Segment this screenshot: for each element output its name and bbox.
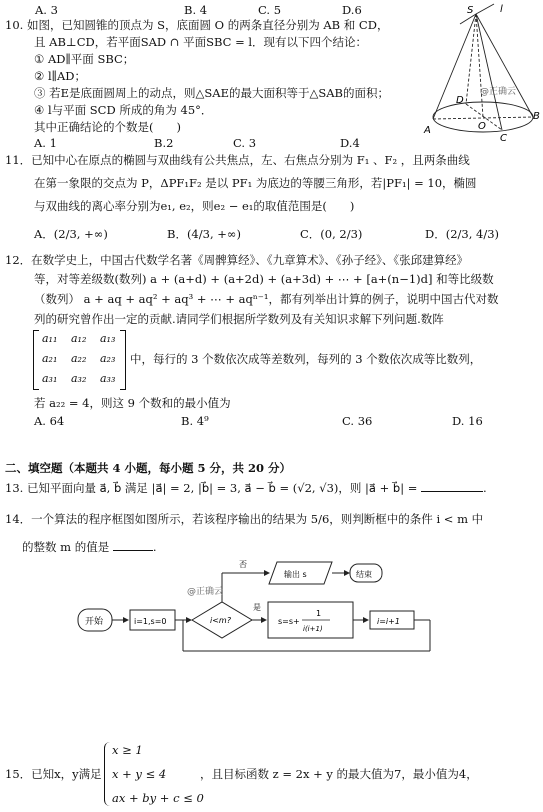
svg-text:结束: 结束	[356, 570, 372, 579]
q9-option-d: D.6	[342, 3, 362, 17]
svg-text:否: 否	[239, 560, 247, 569]
label-o: O	[478, 121, 486, 132]
matrix-cell: a₂₃	[100, 352, 116, 365]
flow-watermark: @正确云	[187, 587, 224, 597]
q10-option-d: D.4	[340, 136, 360, 150]
q14-line-1: 14．一个算法的程序框图如图所示，若该程序输出的结果为 5/6，则判断框中的条件 i < m 中	[5, 512, 484, 526]
q13-stem: 13. 已知平面向量 a⃗, b⃗ 满足 |a⃗| = 2, |b⃗| = 3, a⃗ − b⃗ = (√2, √3)，则 |a⃗ + b⃗| =	[5, 481, 418, 495]
label-b: B	[533, 111, 540, 122]
matrix-cell: a₂₁	[42, 352, 58, 365]
q12-line-6: 若 a₂₂ = 4，则这 9 个数和的最小值为	[34, 396, 231, 410]
q11-line-1: 11．已知中心在原点的椭圆与双曲线有公共焦点，左、右焦点分别为 F₁ 、F₂ ，且两条曲线	[5, 153, 470, 167]
svg-text:i=i+1: i=i+1	[377, 617, 400, 626]
q14-stem: 的整数 m 的值是	[22, 540, 110, 554]
q15-text-a: 15．已知x，y满足	[5, 767, 102, 781]
matrix-cell: a₃₃	[100, 372, 116, 385]
q9-option-c: C. 5	[258, 3, 282, 17]
q13-end: .	[483, 481, 487, 495]
label-a: A	[424, 125, 431, 136]
q15-ineq-1: x ≥ 1	[112, 743, 143, 757]
cone-figure	[420, 2, 543, 142]
label-l: l	[500, 4, 503, 15]
svg-text:i(i+1): i(i+1)	[303, 625, 323, 633]
svg-text:1: 1	[316, 609, 322, 618]
q10-conclusion-2: ② l∥AD；	[34, 69, 86, 83]
q11-option-d: D．(2/3, 4/3)	[425, 227, 500, 241]
q12-option-c: C. 36	[342, 414, 373, 428]
q11-line-3: 与双曲线的离心率分别为e₁, e₂，则e₂ − e₁的取值范围是( )	[34, 199, 355, 213]
flowchart	[70, 550, 440, 660]
svg-text:i<m?: i<m?	[210, 616, 231, 625]
matrix-cell: a₃₁	[42, 372, 58, 385]
q9-option-b: B. 4	[184, 3, 208, 17]
svg-text:输出 s: 输出 s	[284, 570, 307, 579]
q11-option-c: C．(0, 2/3)	[300, 227, 363, 241]
label-c: C	[500, 133, 507, 142]
q12-line-4: 列的研究曾作出一定的贡献.请同学们根据所学数列及有关知识求解下列问题.数阵	[34, 312, 444, 326]
q10-option-a: A. 1	[34, 136, 57, 150]
matrix-cell: a₁₃	[100, 332, 116, 345]
q11-option-b: B．(4/3, +∞)	[167, 227, 241, 241]
q10-line-2: 且 AB⊥CD，若平面SAD ∩ 平面SBC = l．现有以下四个结论：	[34, 35, 368, 49]
q12-matrix-text: 中，每行的 3 个数依次成等差数列，每列的 3 个数依次成等比数列，	[130, 352, 482, 366]
label-s: S	[467, 5, 474, 16]
q12-option-d: D. 16	[452, 414, 483, 428]
matrix-cell: a₁₂	[71, 332, 87, 345]
q12-line-3: （数列） a + aq + aq² + aq³ + ⋯ + aqⁿ⁻¹，都有列举出计算的例子，说明中国古代对数	[34, 292, 499, 306]
q11-option-a: A．(2/3, +∞)	[34, 227, 108, 241]
q12-line-2: 等，对等差级数(数列) a + (a+d) + (a+2d) + (a+3d) + ⋯ + [a+(n−1)d] 和等比级数	[34, 272, 494, 286]
q12-option-b: B. 4⁹	[181, 414, 209, 428]
q13-text	[5, 481, 487, 496]
q10-option-c: C. 3	[233, 136, 257, 150]
q10-conclusion-1: ① AD∥平面 SBC；	[34, 52, 135, 66]
matrix-cell: a₂₂	[71, 352, 87, 365]
svg-text:是: 是	[253, 603, 261, 612]
q11-line-2: 在第一象限的交点为 P，ΔPF₁F₂ 是以 PF₁ 为底边的等腰三角形，若|PF₁| = 10，椭圆	[34, 176, 477, 190]
q12-line-1: 12．在数学史上，中国古代数学名著《周髀算经》、《九章算术》、《孙子经》、《张邱建算经》	[5, 253, 469, 267]
q14-end: .	[152, 540, 157, 554]
q15-brace	[104, 742, 111, 806]
q10-conclusion-3: ③ 若E是底面圆周上的动点，则△SAE的最大面积等于△SAB的面积；	[34, 86, 389, 100]
svg-text:s=s+: s=s+	[278, 617, 300, 626]
svg-text:i=1,s=0: i=1,s=0	[134, 617, 167, 626]
q15-ineq-2: x + y ≤ 4	[112, 767, 167, 781]
q10-conclusion-4: ④ l与平面 SCD 所成的角为 45°．	[34, 103, 213, 117]
q12-option-a: A. 64	[34, 414, 65, 428]
q9-option-a: A. 3	[35, 3, 58, 17]
q12-matrix	[33, 330, 126, 390]
label-d: D	[456, 95, 464, 106]
q15-text-b: ，且目标函数 z = 2x + y 的最大值为7，最小值为4，	[200, 767, 478, 781]
q10-prompt: 其中正确结论的个数是( )	[34, 120, 181, 134]
cone-watermark: @正确云	[480, 87, 517, 97]
section-title: 二、填空题（本题共 4 小题，每小题 5 分，共 20 分）	[5, 461, 292, 475]
q13-answer-blank[interactable]	[421, 491, 483, 492]
svg-text:开始: 开始	[85, 617, 104, 627]
matrix-cell: a₁₁	[42, 332, 58, 345]
q10-option-b: B.2	[154, 136, 174, 150]
matrix-cell: a₃₂	[71, 372, 87, 385]
q10-line-1: 10. 如图，已知圆锥的顶点为 S，底面圆 O 的两条直径分别为 AB 和 CD，	[5, 18, 389, 32]
q15-ineq-3: ax + by + c ≤ 0	[112, 791, 204, 805]
